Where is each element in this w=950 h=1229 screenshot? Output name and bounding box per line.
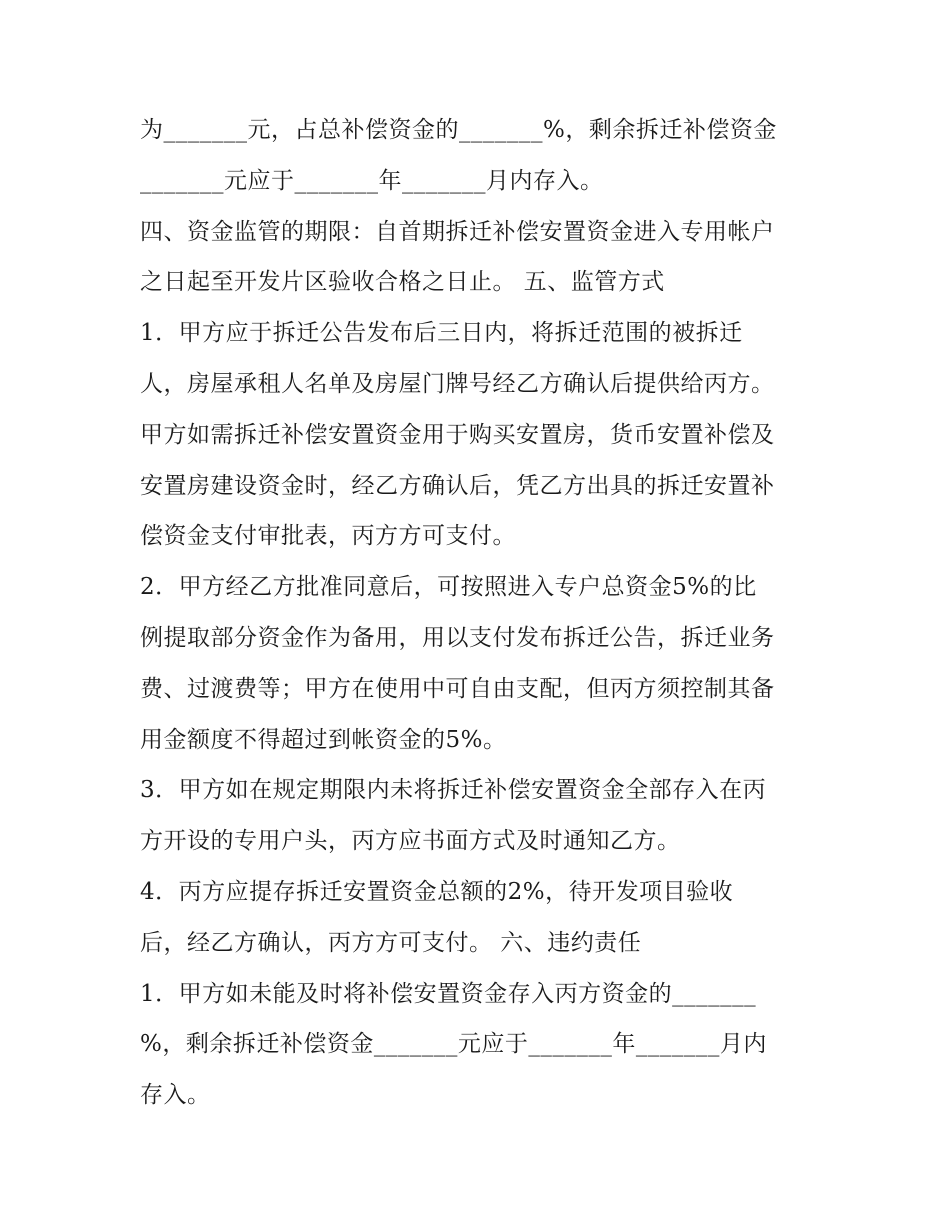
document-body bbox=[140, 105, 820, 1121]
text-line: 1．甲方如未能及时将补偿安置资金存入丙方资金的_______ bbox=[140, 980, 757, 1007]
text-line: _______元应于_______年_______月内存入。 bbox=[140, 167, 604, 194]
text-line: 3．甲方如在规定期限内未将拆迁补偿安置资金全部存入在丙 bbox=[140, 777, 767, 804]
text-line: 方开设的专用户头，丙方应书面方式及时通知乙方。 bbox=[140, 828, 681, 855]
text-line: 安置房建设资金时，经乙方确认后，凭乙方出具的拆迁安置补 bbox=[140, 472, 775, 499]
text-line: 2．甲方经乙方批准同意后，可按照进入专户总资金5%的比 bbox=[140, 574, 757, 601]
text-line: 为_______元，占总补偿资金的_______%，剩余拆迁补偿资金 bbox=[140, 117, 777, 143]
text-line: 四、资金监管的期限：自首期拆迁补偿安置资金进入专用帐户 bbox=[140, 218, 775, 245]
text-line: 例提取部分资金作为备用，用以支付发布拆迁公告，拆迁业务 bbox=[140, 624, 775, 651]
text-line: 1．甲方应于拆迁公告发布后三日内，将拆迁范围的被拆迁 bbox=[140, 320, 743, 347]
text-line: %，剩余拆迁补偿资金_______元应于_______年_______月内 bbox=[140, 1031, 767, 1058]
text-line: 4．丙方应提存拆迁安置资金总额的2%，待开发项目验收 bbox=[140, 878, 734, 905]
text-line: 甲方如需拆迁补偿安置资金用于购买安置房，货币安置补偿及 bbox=[140, 421, 775, 448]
text-line: 存入。 bbox=[140, 1082, 211, 1109]
text-line: 人，房屋承租人名单及房屋门牌号经乙方确认后提供给丙方。 bbox=[140, 370, 775, 397]
text-line: 之日起至开发片区验收合格之日止。 五、监管方式 bbox=[140, 269, 665, 296]
text-line: 用金额度不得超过到帐资金的5%。 bbox=[140, 726, 507, 753]
text-line: 费、过渡费等；甲方在使用中可自由支配，但丙方须控制其备 bbox=[140, 675, 775, 702]
text-line: 偿资金支付审批表，丙方方可支付。 bbox=[140, 523, 516, 550]
text-line: 后，经乙方确认，丙方方可支付。 六、违约责任 bbox=[140, 929, 642, 956]
